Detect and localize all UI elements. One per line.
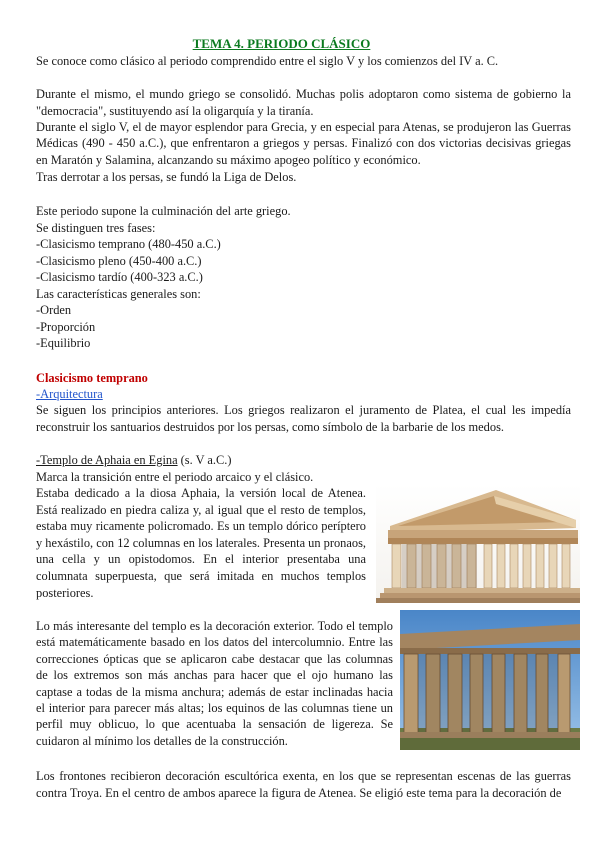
phases-intro: Se distinguen tres fases: [36,221,156,235]
page-title: TEMA 4. PERIODO CLÁSICO [192,36,371,51]
characteristic-item: -Orden [36,303,72,317]
temple-description: Estaba dedicado a la diosa Aphaia, la versión local de Atenea. Está realizado en piedra caliza y, al igual que el resto de templos, estaba muy ricamente policromado. Es un templo dórico períptero y hexástilo, con 12 columnas en los laterales. Presenta un pronaos, una cella y un opistodomos. En el interior presentaba una columnata superpuesta, que será imitada en muchos templos posteriores. [36,486,366,600]
pediments-paragraph: Los frontones recibieron decoración escultórica exenta, en los que se representan escenas de las guerras contra Troya. En el centro de ambos aparece la figura de Atenea. Se eligió este tema para la decoración de [36,769,571,800]
culmination-text: Este periodo supone la culminación del arte griego. [36,204,291,218]
temple-first-line: Marca la transición entre el periodo arcaico y el clásico. [36,470,314,484]
phase-item: -Clasicismo pleno (450-400 a.C.) [36,254,202,268]
characteristics-intro: Las características generales son: [36,287,201,301]
phase-item: -Clasicismo tardío (400-323 a.C.) [36,270,203,284]
characteristic-item: -Equilibrio [36,336,91,350]
temple-heading [36,452,232,468]
temple-reconstruction-image [376,484,580,603]
decoration-paragraph: Lo más interesante del templo es la decoración exterior. Todo el templo está matemáticamente basado en los datos del intercolumnio. Entre las correcciones ópticas que se aplicaron cabe destacar que las columnas de los extremos son más anchas para hacer que el ojo humano las captase a todas de la misma anchura; además de estar inclinadas hacia el interior para parecer más altas; los equinos de las columnas tiene un perfil muy oblicuo, lo que acentuaba la sensación de ligereza. Se cuidaron al mínimo los detalles de la construcción. [36,619,393,748]
characteristic-item: -Proporción [36,320,96,334]
phase-item: -Clasicismo temprano (480-450 a.C.) [36,237,221,251]
architecture-paragraph: Se siguen los principios anteriores. Los griegos realizaron el juramento de Platea, el cual les impedía reconstruir los santuarios destruidos por los persas, como símbolo de la barbarie de los medos. [36,403,571,434]
context-paragraph-1: Durante el mismo, el mundo griego se consolidó. Muchas polis adoptaron como sistema de gobierno la "democracia", sustituyendo así la oligarquía y la tiranía. [36,87,571,118]
intro-text: Se conoce como clásico al periodo comprendido entre el siglo V y los comienzos del IV a. C. [36,54,499,68]
context-paragraph-2: Durante el siglo V, el de mayor esplendor para Grecia, y en especial para Atenas, se produjeron las Guerras Médicas (490 - 450 a.C.), que enfrentaron a griegos y persas. Finalizó con dos victorias decisivas griegas en Maratón y Salamina, alcanzando su máximo apogeo político y económico. [36,120,571,167]
temple-heading-link[interactable]: -Templo de Aphaia en Egina [36,453,178,467]
context-paragraph-3: Tras derrotar a los persas, se fundó la Liga de Delos. [36,170,297,184]
section-heading: Clasicismo temprano [36,371,148,385]
temple-date: (s. V a.C.) [177,453,232,467]
temple-ruins-photo [400,610,580,750]
subsection-link-arquitectura[interactable]: -Arquitectura [36,387,103,401]
